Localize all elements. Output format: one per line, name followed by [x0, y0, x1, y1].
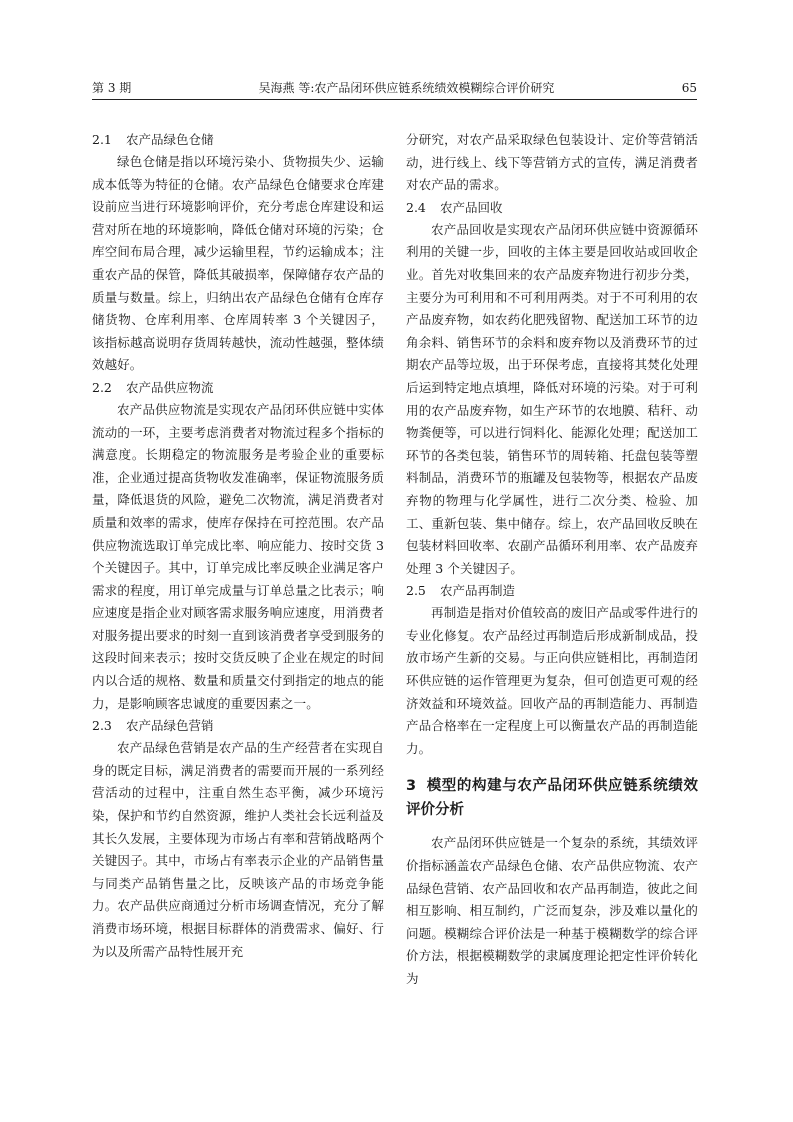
running-header	[92, 72, 697, 100]
section-number: 2.2	[92, 379, 112, 395]
section-heading-2-4	[406, 197, 698, 219]
section-number: 2.4	[406, 199, 426, 215]
paragraph-green-marketing: 农产品绿色营销是农产品的生产经营者在实现自身的既定目标，满足消费者的需要而开展的一系列经营活动的过程中，注重自然生态平衡，减少环境污染，保护和节约自然资源，维护人类社会长远利益及其长久发展，主要体现为市场占有率和营销战略两个关键因子。其中，市场占有率表示企业的产品销售量与同类产品销售量之比，反映该产品的市场竞争能力。农产品供应商通过分析市场调查情况，充分了解消费市场环境，根据目标群体的消费需求、偏好、行为以及所需产品特性展开充	[92, 740, 384, 959]
section-number: 2.1	[92, 132, 112, 147]
paragraph-remanufacturing: 再制造是指对价值较高的废旧产品或零件进行的专业化修复。农产品经过再制造后形成新制成品，投放市场产生新的交易。与正向供应链相比，再制造闭环供应链的运作管理更为复杂，但可创造更可观的经济效益和环境效益。回收产品的再制造能力、再制造产品合格率在一定程度上可以衡量农产品的再制造能力。	[406, 605, 698, 756]
section-title: 农产品绿色仓储	[126, 132, 214, 147]
paragraph-green-storage: 绿色仓储是指以环境污染小、货物损失少、运输成本低等为特征的仓储。农产品绿色仓储要求仓库建设前应当进行环境影响评价，充分考虑仓库建设和运营对所在地的环境影响，降低仓储对环境的污染；仓库空间布局合理，减少运输里程，节约运输成本；注重农产品的保管，降低其破损率，保障储存农产品的质量与数量。综上，归纳出农产品绿色仓储有仓库存储货物、仓库利用率、仓库周转率 3 个关键因子，该指标越高说明存货周转越快，流动性越强，整体绩效越好。	[92, 154, 384, 373]
body-columns	[92, 129, 698, 991]
section-title: 农产品供应物流	[126, 379, 214, 395]
section-title: 农产品再制造	[440, 583, 516, 599]
section-title: 模型的构建与农产品闭环供应链系统绩效评价分析	[406, 778, 698, 819]
issue-number: 第 3 期	[92, 81, 132, 95]
left-column	[92, 129, 384, 991]
section-title: 农产品回收	[440, 199, 503, 215]
section-heading-3	[406, 774, 698, 822]
section-heading-2-3	[92, 715, 384, 737]
section-heading-2-2	[92, 377, 384, 399]
paragraph-recycling: 农产品回收是实现农产品闭环供应链中资源循环利用的关键一步，回收的主体主要是回收站或回收企业。首先对收集回来的农产品废弃物进行初步分类，主要分为可利用和不可利用两类。对于不可利用的农产品废弃物，如农药化肥残留物、配送加工环节的边角余料、销售环节的余料和废弃物以及消费环节的过期农产品等垃圾，出于环保考虑，直接将其焚化处理后运到特定地点填埋，降低对环境的污染。对于可利用的农产品废弃物，如生产环节的农地膜、秸秆、动物粪便等，可以进行饲料化、能源化处理；配送加工环节的各类包装，销售环节的周转箱、托盘包装等塑料制品，消费环节的瓶罐及包装物等，根据农产品废弃物的物理与化学属性，进行二次分类、检验、加工、重新包装、集中储存。综上，农产品回收反映在包装材料回收率、农副产品循环利用率、农产品废弃处理 3 个关键因子。	[406, 221, 698, 576]
section-heading-2-1	[92, 129, 384, 151]
paragraph-model-construction: 农产品闭环供应链是一个复杂的系统，其绩效评价指标涵盖农产品绿色仓储、农产品供应物流、农产品绿色营销、农产品回收和农产品再制造，彼此之间相互影响、相互制约，广泛而复杂，涉及难以量化的问题。模糊综合评价法是一种基于模糊数学的综合评价方法，根据模糊数学的隶属度理论把定性评价转化为	[406, 835, 698, 986]
section-number: 2.5	[406, 583, 426, 599]
section-number: 3	[406, 778, 417, 795]
right-column	[406, 129, 698, 991]
page-number: 65	[681, 81, 697, 95]
section-heading-2-5	[406, 580, 698, 602]
paragraph-green-marketing-continued: 分研究，对农产品采取绿色包装设计、定价等营销活动，进行线上、线下等营销方式的宣传，满足消费者对农产品的需求。	[406, 132, 698, 193]
paragraph-supply-logistics: 农产品供应物流是实现农产品闭环供应链中实体流动的一环，主要考虑消费者对物流过程多个指标的满意度。长期稳定的物流服务是考验企业的重要标准，企业通过提高货物收发准确率，保证物流服务质量，降低退货的风险，避免二次物流，满足消费者对质量和效率的需求，使库存保持在可控范围。农产品供应物流选取订单完成比率、响应能力、按时交货 3 个关键因子。其中，订单完成比率反映企业满足客户需求的程度，用订单完成量与订单总量之比表示；响应速度是指企业对顾客需求服务响应速度，用消费者对服务提出要求的时刻一直到该消费者享受到服务的这段时间来表示；按时交货反映了企业在规定的时间内以合适的规格、数量和质量交付到指定的地点的能力，是影响顾客忠诚度的重要因素之一。	[92, 401, 384, 711]
section-title: 农产品绿色营销	[126, 718, 214, 734]
section-number: 2.3	[92, 718, 112, 734]
running-title: 吴海燕 等:农产品闭环供应链系统绩效模糊综合评价研究	[258, 81, 555, 95]
